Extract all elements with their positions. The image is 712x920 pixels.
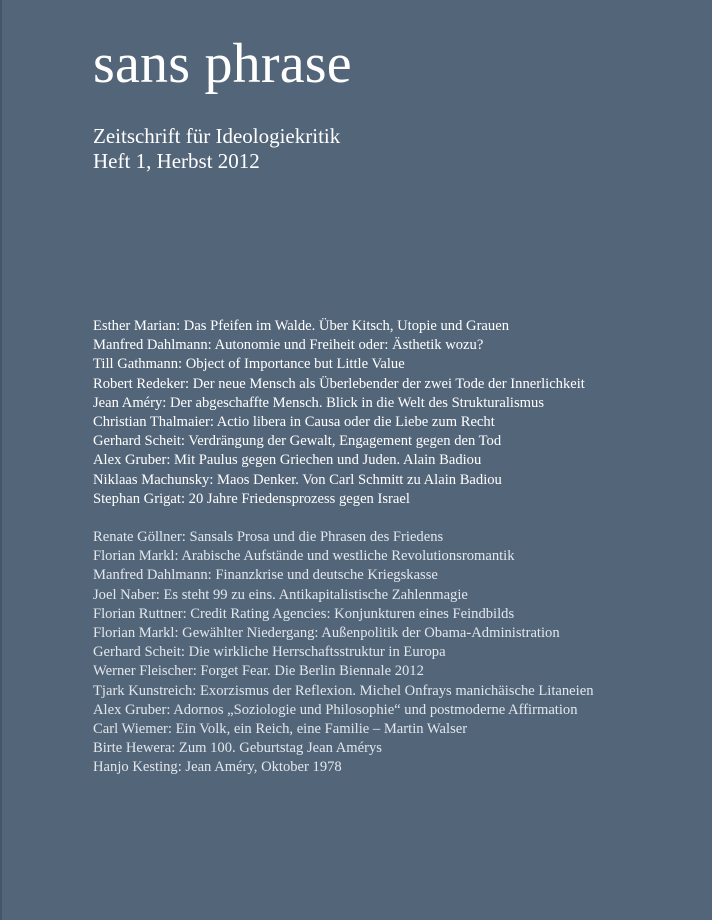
contents-secondary-group	[93, 528, 693, 778]
contents-item: Christian Thalmaier: Actio libera in Causa oder die Liebe zum Recht	[93, 414, 495, 431]
masthead	[93, 28, 352, 174]
contents-item: Manfred Dahlmann: Finanzkrise und deutsche Kriegskasse	[93, 567, 438, 584]
contents-item: Manfred Dahlmann: Autonomie und Freiheit oder: Ästhetik wozu?	[93, 337, 484, 354]
contents-item: Renate Göllner: Sansals Prosa und die Phrasen des Friedens	[93, 529, 444, 546]
contents-item: Birte Hewera: Zum 100. Geburtstag Jean Amérys	[93, 740, 382, 757]
contents-item: Florian Markl: Gewählter Niedergang: Außenpolitik der Obama-Administration	[93, 625, 560, 642]
contents-item: Gerhard Scheit: Verdrängung der Gewalt, Engagement gegen den Tod	[93, 433, 502, 450]
contents-item: Stephan Grigat: 20 Jahre Friedensprozess gegen Israel	[93, 490, 410, 507]
issue-info: Heft 1, Herbst 2012	[93, 149, 260, 173]
contents-item: Robert Redeker: Der neue Mensch als Überlebender der zwei Tode der Innerlichkeit	[93, 375, 585, 392]
contents-item: Tjark Kunstreich: Exorzismus der Reflexion. Michel Onfrays manichäische Litaneien	[93, 682, 594, 699]
contents-item: Florian Ruttner: Credit Rating Agencies: Konjunkturen eines Feindbilds	[93, 605, 515, 622]
contents-item: Esther Marian: Das Pfeifen im Walde. Über Kitsch, Utopie und Grauen	[93, 318, 509, 334]
contents-item: Carl Wiemer: Ein Volk, ein Reich, eine Familie – Martin Walser	[93, 721, 468, 738]
contents-item: Till Gathmann: Object of Importance but Little Value	[93, 356, 405, 373]
contents-item: Hanjo Kesting: Jean Améry, Oktober 1978	[93, 759, 342, 776]
contents-item: Jean Améry: Der abgeschaffte Mensch. Blick in die Welt des Strukturalismus	[93, 394, 544, 411]
contents-item: Joel Naber: Es steht 99 zu eins. Antikapitalistische Zahlenmagie	[93, 586, 468, 603]
contents-item: Niklaas Machunsky: Maos Denker. Von Carl Schmitt zu Alain Badiou	[93, 471, 502, 488]
cover-edge	[0, 0, 2, 920]
contents-item: Alex Gruber: Adornos „Soziologie und Philosophie“ und postmoderne Affirmation	[93, 701, 578, 718]
contents-item: Gerhard Scheit: Die wirkliche Herrschaftsstruktur in Europa	[93, 644, 446, 661]
magazine-subtitle: Zeitschrift für Ideologiekritik	[93, 124, 341, 148]
magazine-title: sans phrase	[93, 33, 352, 95]
contents-primary-group	[93, 317, 693, 509]
contents-item: Alex Gruber: Mit Paulus gegen Griechen und Juden. Alain Badiou	[93, 452, 482, 469]
table-of-contents	[93, 317, 693, 778]
contents-item: Florian Markl: Arabische Aufstände und westliche Revolutionsromantik	[93, 548, 515, 565]
contents-item: Werner Fleischer: Forget Fear. Die Berlin Biennale 2012	[93, 663, 424, 680]
